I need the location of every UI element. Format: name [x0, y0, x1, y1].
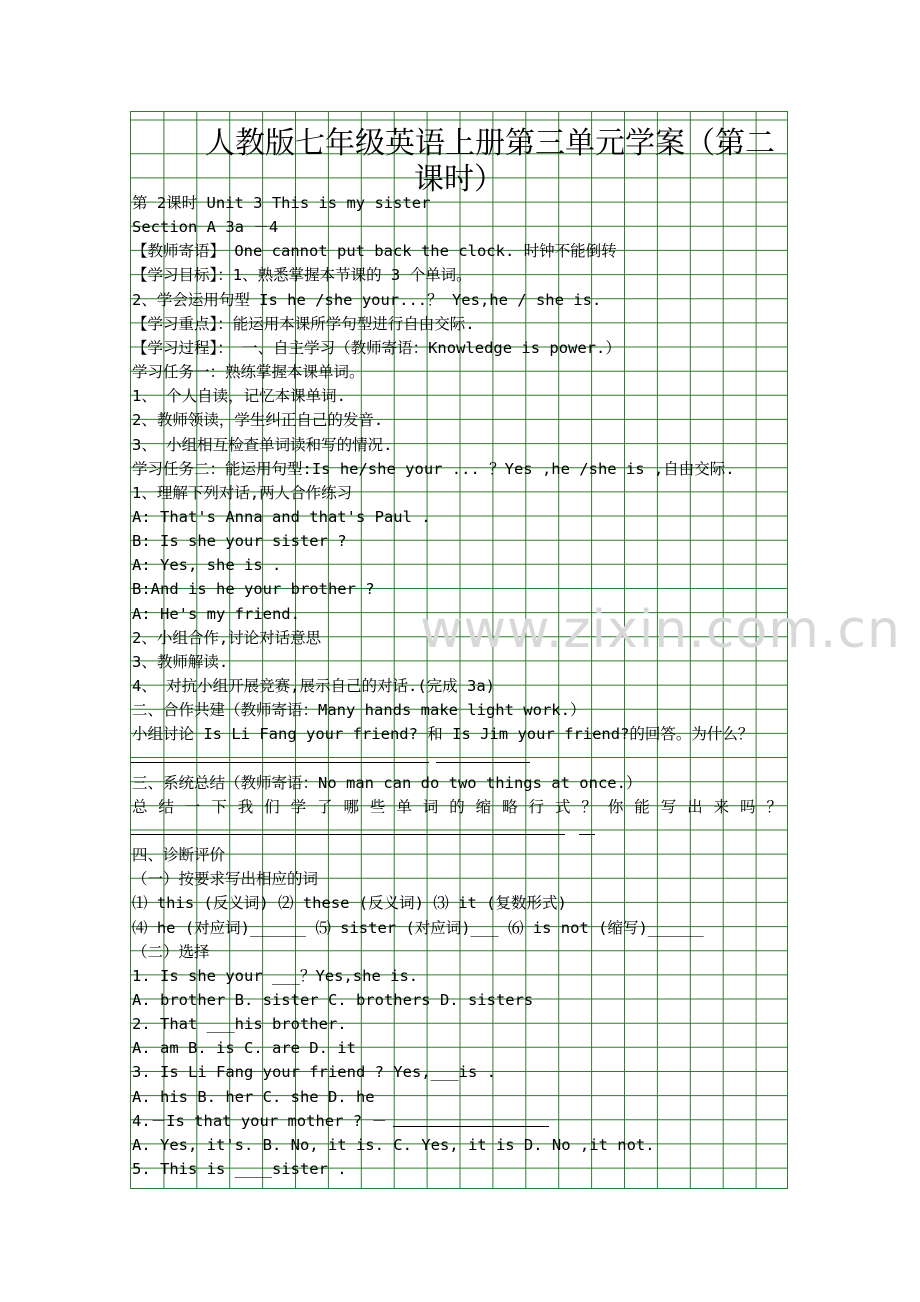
text-line: 2. That ___his brother. — [132, 1015, 347, 1034]
text-line: 二、合作共建（教师寄语：Many hands make light work.） — [132, 701, 586, 720]
text-line: 1、 个人自读，记忆本课单词. — [132, 387, 346, 406]
page-title-line-1: 人教版七年级英语上册第三单元学案（第二 — [205, 126, 775, 161]
answer-blank — [131, 762, 429, 763]
text-line: 小组讨论 Is Li Fang your friend? 和 Is Jim your friend?的回答。为什么？ — [132, 725, 754, 744]
text-line: 【学习重点】：能运用本课所学句型进行自由交际. — [132, 314, 475, 333]
text-line: 总结一下我们学了哪些单词的缩略行式？你能写出来吗？ — [132, 797, 782, 816]
watermark: www.zixin.com.cn — [420, 600, 901, 660]
text-line: 4.－Is that your mother ? － — [132, 1111, 387, 1130]
answer-blank — [393, 1126, 549, 1127]
text-line: ⑴ this (反义词) ⑵ these (反义词) ⑶ it (复数形式) — [132, 894, 567, 913]
text-line: A: He's my friend. — [132, 604, 300, 623]
text-line: B: Is she your sister ? — [132, 532, 347, 551]
text-line: A. brother B. sister C. brothers D. sisters — [132, 990, 534, 1009]
text-line: A: Yes, she is . — [132, 556, 282, 575]
text-line: 四、诊断评价 — [132, 846, 226, 865]
text-line: 5. This is ____sister . — [132, 1160, 347, 1178]
text-line: 三、系统总结（教师寄语：No man can do two things at once.） — [132, 773, 642, 792]
text-line: 4、 对抗小组开展竞赛,展示自己的对话.(完成 3a) — [132, 677, 495, 695]
text-line: A. am B. is C. are D. it — [132, 1039, 356, 1058]
text-line: A. his B. her C. she D. he — [132, 1087, 375, 1106]
text-line: 3、 小组相互检查单词读和写的情况. — [132, 435, 393, 454]
text-line: 2、学会运用句型 Is he /she your...？ Yes,he / she is. — [132, 290, 602, 309]
text-line: 2、小组合作,讨论对话意思 — [132, 628, 322, 647]
text-line: 【学习过程】： 一、自主学习（教师寄语：Knowledge is power.） — [132, 338, 621, 357]
text-line: ⑷ he (对应词)______ ⑸ sister (对应词)___ ⑹ is not (缩写)______ — [132, 918, 704, 937]
text-line: 学习任务二：能运用句型:Is he/she your ... ？Yes ,he /she is ,自由交际. — [132, 459, 735, 478]
text-line: 1. Is she your ___？Yes,she is. — [132, 966, 419, 985]
text-line: （一）按要求写出相应的词 — [132, 870, 319, 889]
answer-blank — [579, 834, 595, 835]
worksheet-page — [130, 111, 788, 1189]
text-line: 第 2课时 Unit 3 This is my sister — [132, 194, 431, 212]
page-title-line-2: 课时） — [414, 162, 504, 197]
text-line: 3、教师解读. — [132, 652, 229, 671]
text-line: A. Yes, it's. B. No, it is. C. Yes, it is D. No ,it not. — [132, 1135, 655, 1154]
text-line: A: That's Anna and that's Paul . — [132, 507, 431, 526]
text-line: 2、教师领读，学生纠正自己的发音. — [132, 411, 384, 430]
text-line: 【教师寄语】 One cannot put back the clock. 时钟不能倒转 — [132, 242, 617, 261]
text-line: 【学习目标】：1、熟悉掌握本节课的 3 个单词。 — [132, 266, 472, 285]
text-line: 学习任务一：熟练掌握本课单词。 — [132, 363, 365, 382]
text-line: 1、理解下列对话,两人合作练习 — [132, 483, 353, 502]
text-line: （二）选择 — [132, 942, 210, 961]
text-line: B:And is he your brother ? — [132, 580, 375, 599]
answer-blank — [436, 762, 530, 763]
text-line: Section A 3a －4 — [132, 218, 279, 237]
answer-blank — [131, 834, 565, 835]
text-line: 3. Is Li Fang your friend ? Yes,___is . — [132, 1063, 496, 1082]
